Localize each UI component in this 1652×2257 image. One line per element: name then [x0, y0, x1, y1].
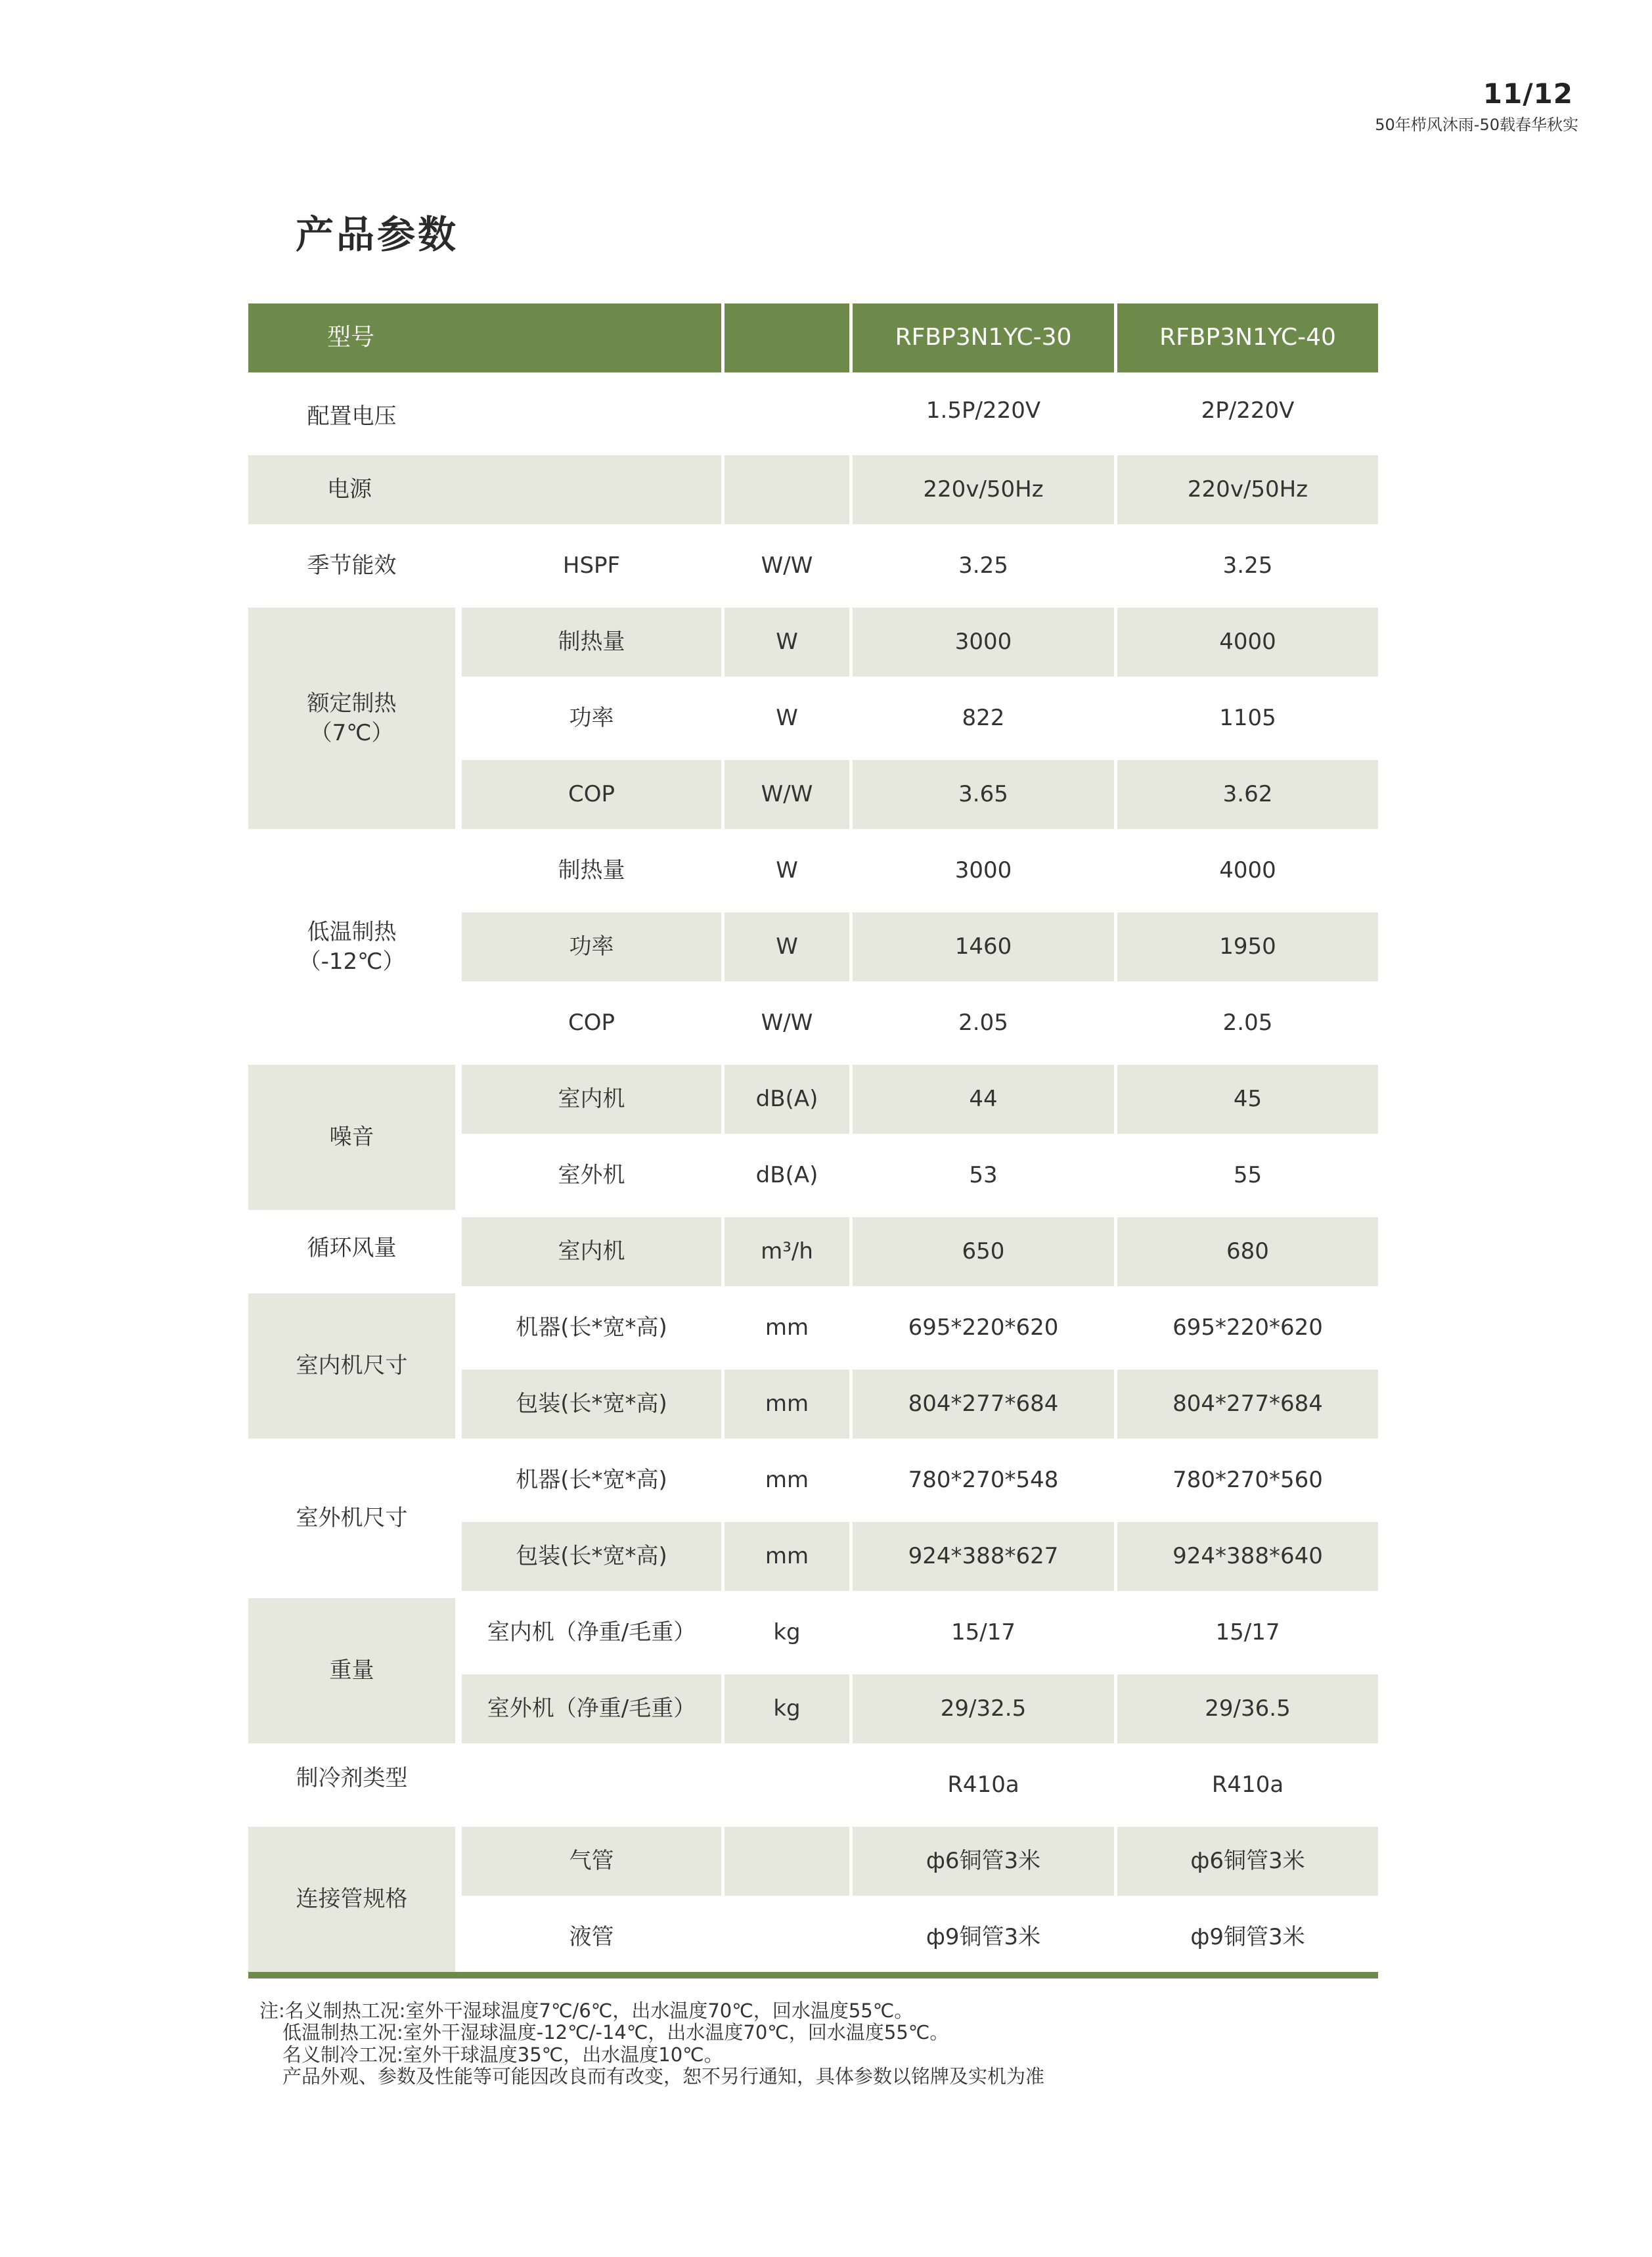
header-model-40: RFBP3N1YC-40: [1117, 303, 1378, 372]
header-unit-blank: [725, 303, 849, 372]
value-cell-30: 822: [962, 705, 1005, 732]
value-cell-40: 924*388*640: [1117, 1522, 1378, 1591]
item-cell: 室内机（净重/毛重）: [487, 1619, 696, 1646]
value-cell-40: 2.05: [1222, 1010, 1273, 1037]
value-cell-40: 695*220*620: [1172, 1314, 1323, 1341]
group-cell-noise: 噪音: [248, 1065, 455, 1210]
item-cell: COP: [568, 1010, 615, 1037]
value-cell-40: 4000: [1219, 857, 1276, 884]
value-cell-40: R410a: [1211, 1772, 1284, 1799]
header-model-label: 型号: [248, 303, 721, 372]
group-cell-pipe-spec: 连接管规格: [248, 1827, 455, 1972]
item-cell: 功率: [462, 912, 721, 981]
value-cell-40: 3.62: [1117, 760, 1378, 829]
header-model-30: RFBP3N1YC-30: [853, 303, 1114, 372]
value-cell-40: 15/17: [1215, 1619, 1280, 1646]
value-cell-30: 780*270*548: [908, 1467, 1059, 1494]
table-bottom-rule: [248, 1972, 1378, 1978]
value-cell-30: 695*220*620: [908, 1314, 1059, 1341]
value-cell-30: 3.25: [958, 552, 1008, 579]
unit-cell: W: [725, 912, 849, 981]
value-cell-30: 1.5P/220V: [926, 397, 1041, 424]
group-cell-indoor-size: 室内机尺寸: [248, 1293, 455, 1439]
value-cell-40: ф9铜管3米: [1190, 1924, 1305, 1951]
value-cell-30: 53: [969, 1162, 998, 1189]
value-cell-30: 29/32.5: [853, 1674, 1114, 1743]
footnotes: [259, 2000, 1044, 2088]
value-cell-30: 1460: [853, 912, 1114, 981]
value-cell-30: ф6铜管3米: [853, 1827, 1114, 1896]
unit-cell: W: [725, 608, 849, 677]
unit-cell: W/W: [761, 1010, 813, 1037]
value-cell-30: 650: [853, 1217, 1114, 1286]
unit-cell: dB(A): [755, 1162, 818, 1189]
footnote-line: 名义制冷工况:室外干球温度35℃，出水温度10℃。: [282, 2043, 723, 2066]
value-cell-30: 3.65: [853, 760, 1114, 829]
value-cell-40: 4000: [1117, 608, 1378, 677]
item-cell: 包装(长*宽*高): [462, 1522, 721, 1591]
value-cell-40: ф6铜管3米: [1117, 1827, 1378, 1896]
item-cell: 制热量: [558, 857, 625, 884]
value-cell-30: 924*388*627: [853, 1522, 1114, 1591]
item-cell: 室外机: [558, 1162, 625, 1189]
unit-cell: mm: [725, 1370, 849, 1439]
unit-cell: W: [776, 857, 798, 884]
group-cell: 配置电压: [307, 403, 397, 430]
unit-cell: mm: [765, 1467, 809, 1494]
unit-cell: kg: [725, 1674, 849, 1743]
value-cell-30: R410a: [947, 1772, 1019, 1799]
value-cell-40: 29/36.5: [1117, 1674, 1378, 1743]
group-cell-weight: 重量: [248, 1598, 455, 1743]
item-cell: 气管: [462, 1827, 721, 1896]
group-cell-rated-heating: 额定制热 （7℃）: [248, 608, 455, 829]
item-cell: COP: [462, 760, 721, 829]
item-cell: 功率: [569, 705, 614, 732]
value-cell-30: 804*277*684: [853, 1370, 1114, 1439]
unit-cell: mm: [725, 1522, 849, 1591]
group-cell: 电源: [248, 455, 721, 524]
footnote-line: 产品外观、参数及性能等可能因改良而有改变，恕不另行通知，具体参数以铭牌及实机为准: [282, 2065, 1045, 2088]
value-cell-40: 1105: [1219, 705, 1276, 732]
value-cell-40: 2P/220V: [1201, 397, 1295, 424]
item-cell: 室内机: [462, 1217, 721, 1286]
unit-cell: [725, 455, 849, 524]
value-cell-30: 2.05: [958, 1010, 1008, 1037]
item-cell: 包装(长*宽*高): [462, 1370, 721, 1439]
value-cell-40: 3.25: [1222, 552, 1273, 579]
unit-cell: dB(A): [725, 1065, 849, 1134]
value-cell-40: 45: [1117, 1065, 1378, 1134]
value-cell-40: 220v/50Hz: [1117, 455, 1378, 524]
item-cell: 制热量: [462, 608, 721, 677]
value-cell-30: 44: [853, 1065, 1114, 1134]
value-cell-30: 3000: [954, 857, 1012, 884]
value-cell-30: ф9铜管3米: [926, 1924, 1041, 1951]
unit-cell: W/W: [725, 760, 849, 829]
unit-cell: mm: [765, 1314, 809, 1341]
item-cell: HSPF: [562, 552, 621, 579]
group-cell-refrigerant: 制冷剂类型: [296, 1765, 408, 1792]
unit-cell: W: [776, 705, 798, 732]
item-cell: 机器(长*宽*高): [516, 1314, 667, 1341]
value-cell-30: 15/17: [951, 1619, 1016, 1646]
value-cell-40: 55: [1233, 1162, 1262, 1189]
value-cell-40: 680: [1117, 1217, 1378, 1286]
item-cell: 室外机（净重/毛重）: [462, 1674, 721, 1743]
page-number: 11/12: [1483, 78, 1573, 110]
footnote-line: 注:名义制热工况:室外干湿球温度7℃/6℃，出水温度70℃，回水温度55℃。: [259, 2000, 914, 2022]
page-subtitle: 50年栉风沐雨-50载春华秋实: [1375, 116, 1578, 134]
page-title: 产品参数: [296, 212, 459, 257]
unit-cell: [725, 1827, 849, 1896]
unit-cell: kg: [773, 1619, 801, 1646]
group-cell: 季节能效: [307, 552, 397, 579]
group-cell-low-temp-heating: 低温制热 （-12℃）: [298, 919, 405, 975]
unit-cell: W/W: [761, 552, 813, 579]
value-cell-40: 780*270*560: [1172, 1467, 1323, 1494]
unit-cell: m³/h: [725, 1217, 849, 1286]
value-cell-30: 3000: [853, 608, 1114, 677]
footnote-line: 低温制热工况:室外干湿球温度-12℃/-14℃，出水温度70℃，回水温度55℃。: [282, 2021, 949, 2044]
value-cell-40: 804*277*684: [1117, 1370, 1378, 1439]
group-cell-airflow: 循环风量: [307, 1235, 397, 1262]
item-cell: 室内机: [462, 1065, 721, 1134]
spec-table: [248, 303, 1378, 1975]
value-cell-40: 1950: [1117, 912, 1378, 981]
item-cell: 液管: [569, 1924, 614, 1951]
group-cell-outdoor-size: 室外机尺寸: [296, 1505, 408, 1532]
item-cell: 机器(长*宽*高): [516, 1467, 667, 1494]
value-cell-30: 220v/50Hz: [853, 455, 1114, 524]
